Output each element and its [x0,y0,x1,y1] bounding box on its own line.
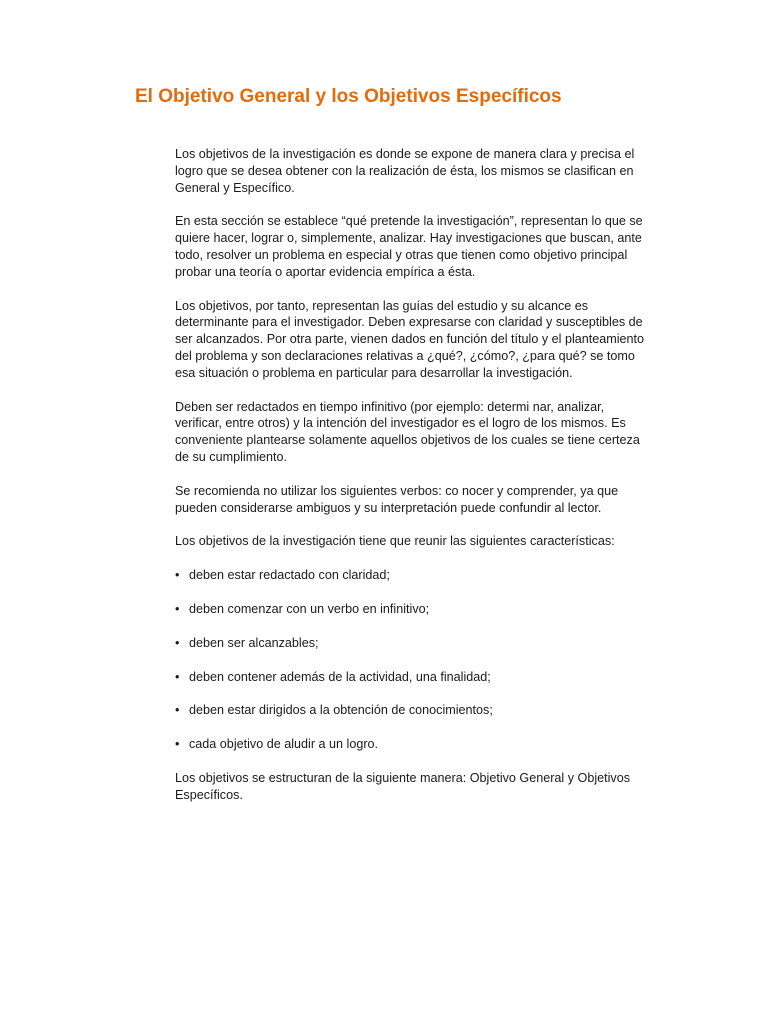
paragraph-recommendation: Se recomienda no utilizar los siguientes verbos: co nocer y comprender, ya que pueden considerarse ambiguos y su interpretación puede confundir al lector. [175,483,619,515]
list-item [175,635,645,652]
bullet-marker: • [175,635,180,650]
bullet-marker: • [175,737,180,752]
list-item-text: deben contener además de la actividad, una finalidad; [189,669,491,684]
list-item [175,736,645,753]
list-item-text: deben ser alcanzables; [189,635,319,650]
document-title: El Objetivo General y los Objetivos Específicos [135,86,562,107]
bullet-marker: • [175,703,180,718]
list-item-text: cada objetivo de aludir a un logro. [189,737,379,752]
paragraph-closing: Los objetivos se estructuran de la siguiente manera: Objetivo General y Objetivos Específicos. [175,770,631,802]
bullet-marker: • [175,669,180,684]
list-item [175,702,645,719]
paragraph-guides: Los objetivos, por tanto, representan las guías del estudio y su alcance es determinante para el investigador. Deben expresarse con claridad y susceptibles de ser alcanzados. Por otra parte, vienen dados en función del título y el planteamiento del problema y son declaraciones relativas a ¿qué?, ¿cómo?, ¿para qué? se tomo esa situación o problema en particular para desarrollar la investigación. [175,298,645,380]
list-item [175,669,645,686]
paragraph-intro: Los objetivos de la investigación es donde se expone de manera clara y precisa el logro que se desea obtener con la realización de ésta, los mismos se clasifican en General y Específico. [175,147,635,195]
list-item-text: deben comenzar con un verbo en infinitivo; [189,601,430,616]
list-item-text: deben estar dirigidos a la obtención de conocimientos; [189,703,493,718]
bullet-marker: • [175,568,180,583]
characteristics-list [175,567,645,753]
document-body [175,146,645,821]
list-item [175,567,645,584]
paragraph-purpose: En esta sección se establece “qué pretende la investigación”, representan lo que se quiere hacer, lograr o, simplemente, analizar. Hay investigaciones que buscan, ante todo, resolver un problema en especial y otras que tienen como objetivo principal probar una teoría o aportar evidencia empírica a ésta. [175,214,643,279]
list-item-text: deben estar redactado con claridad; [189,568,390,583]
paragraph-infinitive: Deben ser redactados en tiempo infinitivo (por ejemplo: determi nar, analizar, verificar, entre otros) y la intención del investigador es el logro de los mismos. Es conveniente plantearse solamente aquellos objetivos de los cuales se tiene certeza de su cumplimiento. [175,399,640,464]
list-item [175,601,645,618]
paragraph-characteristics: Los objetivos de la investigación tiene que reunir las siguientes características: [175,534,615,549]
bullet-marker: • [175,601,180,616]
